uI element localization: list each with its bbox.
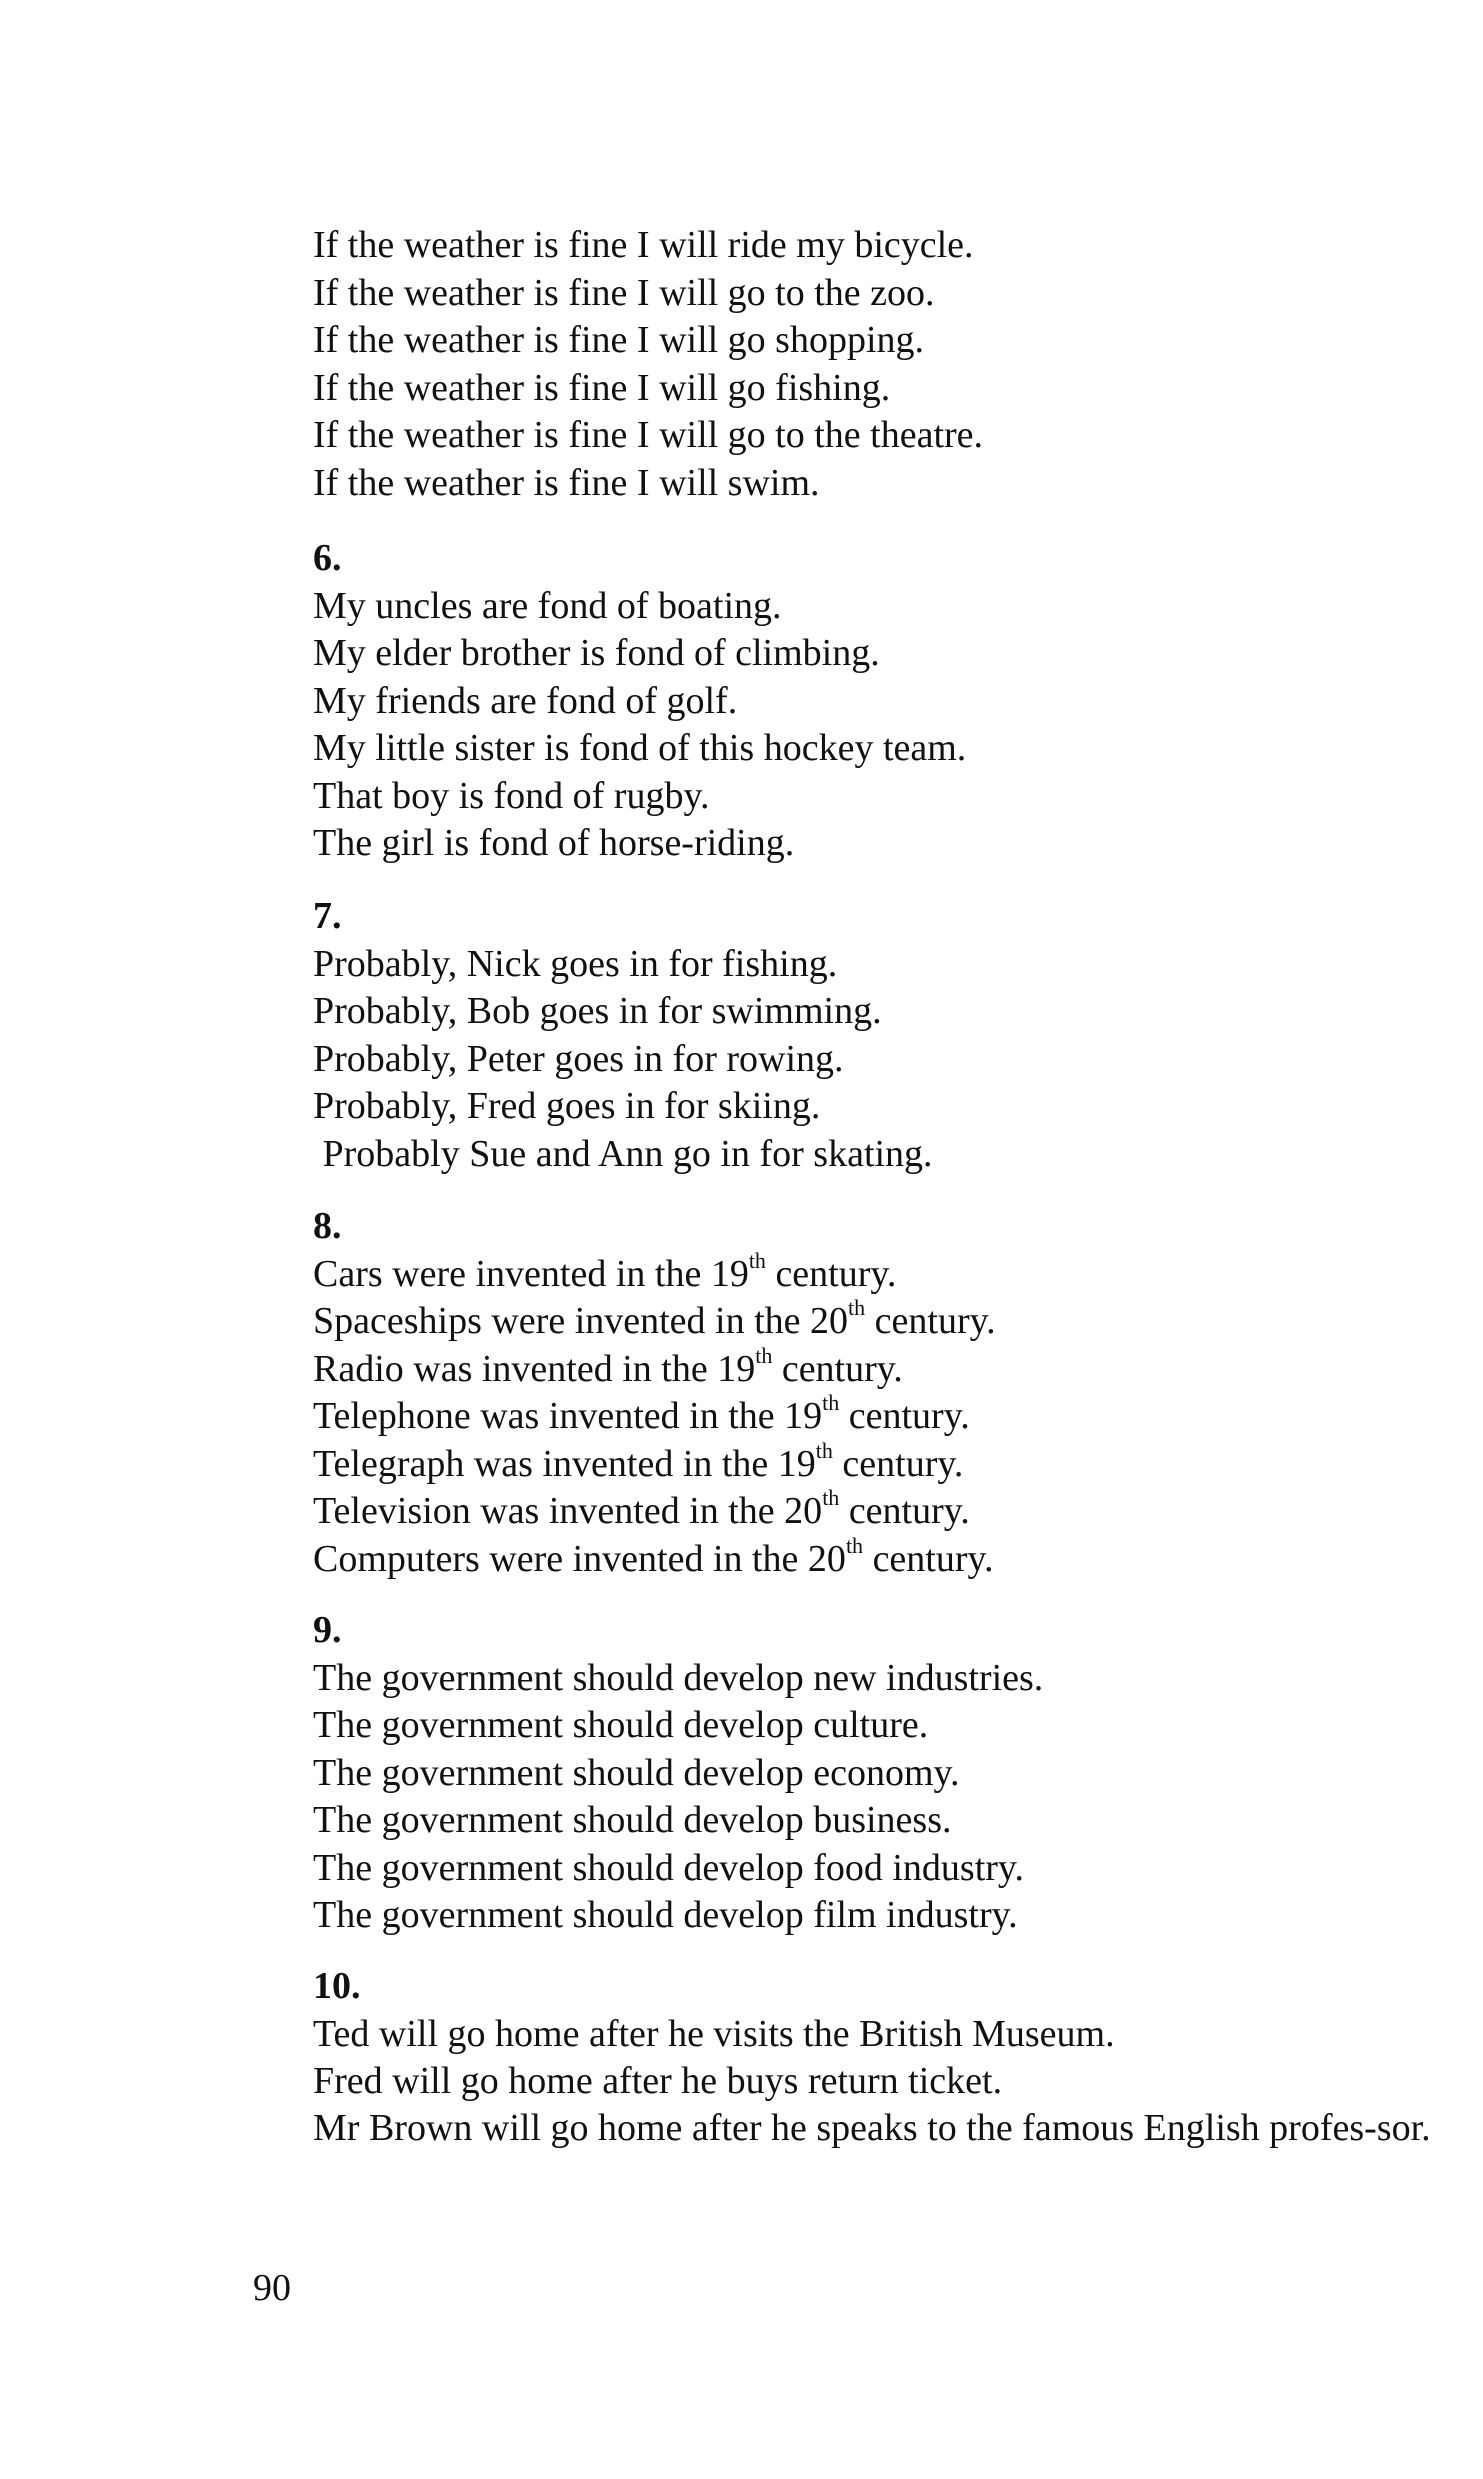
- answer-line: Probably, Nick goes in for fishing.: [313, 942, 838, 985]
- section-heading: 10.: [313, 1965, 361, 2007]
- answer-line: Probably, Peter goes in for rowing.: [313, 1037, 844, 1080]
- answer-line: If the weather is fine I will go to the theatre.: [313, 414, 984, 456]
- section-6-answers: [313, 535, 1463, 868]
- section-9-answers: [313, 1607, 1463, 1940]
- section-7-answers: [313, 893, 1463, 1178]
- section-heading: 9.: [313, 1609, 342, 1651]
- answer-line: Television was invented in the 20th century.: [313, 1485, 970, 1532]
- answer-line: Telegraph was invented in the 19th century.: [313, 1437, 964, 1485]
- answer-line: Spaceships were invented in the 20th century.: [313, 1295, 996, 1342]
- answer-line: My friends are fond of golf.: [313, 679, 738, 722]
- answer-line: Probably, Fred goes in for skiing.: [313, 1085, 821, 1127]
- page-number: 90: [253, 2267, 291, 2309]
- answer-line: The government should develop economy.: [313, 1751, 960, 1794]
- section-heading: 7.: [313, 895, 342, 937]
- answer-line: Ted will go home after he visits the British Museum.: [313, 2012, 1115, 2055]
- answer-line: If the weather is fine I will swim.: [313, 461, 820, 504]
- section-8-answers: [313, 1203, 1463, 1583]
- section-5-answers: [313, 222, 1463, 507]
- answer-line: The government should develop culture.: [313, 1704, 929, 1746]
- answer-line: My uncles are fond of boating.: [313, 584, 782, 627]
- answer-paragraph: Mr Brown will go home after he speaks to the famous English profes-sor.: [313, 2107, 1431, 2149]
- answer-line: The government should develop business.: [313, 1799, 952, 1841]
- answer-line: Probably, Bob goes in for swimming.: [313, 990, 882, 1032]
- answer-line: Radio was invented in the 19th century.: [313, 1342, 903, 1390]
- answer-line: The government should develop new industries.: [313, 1656, 1044, 1699]
- section-heading: 6.: [313, 537, 342, 579]
- answer-line: If the weather is fine I will go to the zoo.: [313, 271, 935, 314]
- answer-line: Computers were invented in the 20th century.: [313, 1532, 994, 1580]
- section-heading: 8.: [313, 1205, 342, 1247]
- answer-line: If the weather is fine I will ride my bicycle.: [313, 224, 974, 266]
- answer-line: If the weather is fine I will go fishing.: [313, 366, 891, 409]
- answer-line: If the weather is fine I will go shopping.: [313, 319, 925, 361]
- answer-line: Telephone was invented in the 19th century.: [313, 1390, 970, 1437]
- answer-line: Probably Sue and Ann go in for skating.: [313, 1132, 933, 1175]
- section-10-answers: [313, 1963, 1463, 2106]
- answer-line: My elder brother is fond of climbing.: [313, 632, 880, 674]
- answer-line: Cars were invented in the 19th century.: [313, 1247, 897, 1295]
- answer-line: Fred will go home after he buys return ticket.: [313, 2060, 1003, 2102]
- answer-line: The government should develop food industry.: [313, 1846, 1024, 1889]
- answer-line: The government should develop film industry.: [313, 1894, 1018, 1936]
- answer-line: The girl is fond of horse-riding.: [313, 822, 795, 864]
- answer-line: My little sister is fond of this hockey team.: [313, 727, 967, 769]
- answer-line: That boy is fond of rugby.: [313, 774, 710, 817]
